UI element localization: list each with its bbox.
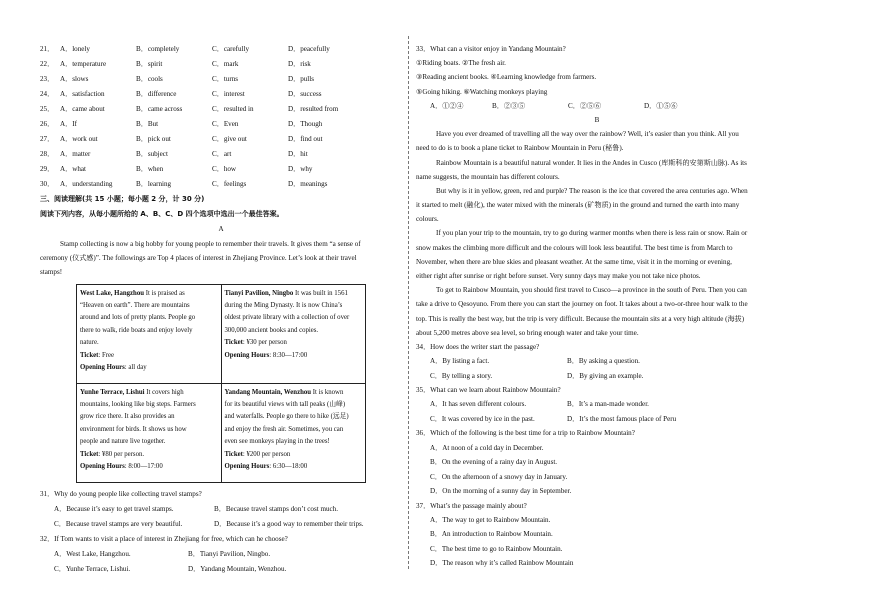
choice-option-a[interactable]: A．understanding [60,180,113,188]
choice-row [40,132,402,147]
q32-option-c[interactable]: C．Yunhe Terrace, Lishui. [54,564,131,573]
choice-option-a[interactable]: A．satisfaction [60,90,105,98]
paragraph-line: Have you ever dreamed of travelling all the way over the rainbow? Well, it’s easier than you think. All you [436,130,739,139]
ticket-value: : ¥30 per person [242,339,287,347]
q35-option-a[interactable]: A．It has seven different colours. [430,400,527,409]
place-desc: It covers high [144,388,184,396]
passage-b-body [416,127,778,340]
question-35-options-row [416,412,778,427]
passage-a-intro [40,237,402,280]
passage-paragraph [416,127,778,155]
place-cell-yandang [221,383,366,482]
choice-option-d[interactable]: D．pulls [288,75,315,83]
place-desc: around and lots of pretty plants. People go [80,314,196,322]
q34-option-b[interactable]: B．By asking a question. [567,357,640,366]
question-number: 30． [40,180,55,188]
q37-option-b[interactable]: B．An introduction to Rainbow Mountain. [430,530,553,539]
question-35-options-row [416,397,778,412]
ticket-value: : Free [98,351,115,359]
passage-paragraph [416,226,778,283]
choice-option-c[interactable]: C．carefully [212,45,250,53]
question-number: 21． [40,45,55,53]
choice-row [40,102,402,117]
place-desc: grow rice there. It also provides an [80,413,175,421]
intro-line: Stamp collecting is now a big hobby for young people to remember their travels. It gives them “a sense of [60,240,361,248]
question-34-options-row [416,354,778,369]
choice-option-c[interactable]: C．feelings [212,180,247,188]
q34-option-c[interactable]: C．By telling a story. [430,371,493,380]
hours-value: : 6:30—18:00 [269,463,308,471]
choice-option-b[interactable]: B．learning [136,180,172,188]
passage-paragraph [416,184,778,227]
choice-option-b[interactable]: B．when [136,165,164,173]
question-31-options-row [40,502,402,517]
q33-option-d[interactable]: D．①⑤⑥ [644,101,678,110]
place-name: Tianyi Pavilion, Ningbo [224,289,294,297]
q36-option-d[interactable]: D．On the morning of a sunny day in September. [430,487,572,495]
q35-option-d[interactable]: D．It’s the most famous place of Peru [567,414,677,423]
hours-value: : 8:30—17:00 [269,351,308,359]
choice-row [40,177,402,192]
choice-option-c[interactable]: C．turns [212,75,239,83]
choice-option-c[interactable]: C．give out [212,135,247,143]
paragraph-line: To get to Rainbow Mountain, you should first travel to Cusco—a province in the south of Peru. Then you can [436,286,747,295]
ticket-label: Ticket [224,450,243,458]
choice-option-a[interactable]: A．temperature [60,60,107,68]
place-desc: and waterfalls. People go there to hike (远足) [224,413,349,421]
choice-option-c[interactable]: C．mark [212,60,239,68]
place-desc: It was built in 1561 [293,289,348,297]
question-36-stem: 36．Which of the following is the best time for a trip to Rainbow Mountain? [416,429,635,438]
question-number: 27． [40,135,55,143]
question-33-stem: 33．What can a visitor enjoy in Yandang Mountain? [416,45,566,53]
q31-option-d[interactable]: D．Because it’s a good way to remember their trips. [214,519,364,528]
question-34-options-row [416,369,778,384]
question-33-items: ⑤Going hiking. ⑥Watching monkeys playing [416,87,548,96]
choice-option-a[interactable]: A．came about [60,105,105,113]
column-divider [408,36,409,569]
passage-a-label: A [218,225,224,233]
choice-option-c[interactable]: C．Even [212,120,239,128]
choice-option-b[interactable]: B．But [136,120,159,128]
choice-option-d[interactable]: D．peacefully [288,45,330,53]
ticket-label: Ticket [224,339,243,347]
q34-option-d[interactable]: D．By giving an example. [567,371,644,380]
q33-option-b[interactable]: B．②③⑤ [492,101,526,110]
choice-option-d[interactable]: D．why [288,165,313,173]
ticket-value: : ¥200 per person [242,450,291,458]
choice-option-a[interactable]: A．slows [60,75,89,83]
right-column [416,42,778,571]
q32-option-d[interactable]: D．Yandang Mountain, Wenzhou. [188,564,287,573]
question-number: 23． [40,75,55,83]
q36-option-b[interactable]: B．On the evening of a rainy day in August. [430,458,558,466]
question-33-items: ③Reading ancient books. ④Learning knowledge from farmers. [416,73,597,82]
q31-option-b[interactable]: B．Because travel stamps don’t cost much. [214,504,338,513]
paragraph-line: about 5,200 metres above sea level, so bring enough water and take your time. [416,328,639,337]
place-desc: people and nature live together. [80,438,166,446]
choice-option-b[interactable]: B．cools [136,75,163,83]
q35-option-b[interactable]: B．It’s a man-made wonder. [567,400,649,409]
q34-option-a[interactable]: A．By listing a fact. [430,357,490,366]
hours-label: Opening Hours [224,463,270,471]
question-number: 29． [40,165,55,173]
q37-option-c[interactable]: C．The best time to go to Rainbow Mountain. [430,544,563,553]
place-name: Yandang Mountain, Wenzhou [224,388,312,396]
choice-option-d[interactable]: D．hit [288,150,308,158]
question-31-stem: 31．Why do young people like collecting travel stamps? [40,489,202,498]
place-cell-west-lake [77,284,222,383]
choice-row [40,147,402,162]
hours-label: Opening Hours [80,364,125,372]
choice-option-c[interactable]: C．interest [212,90,245,98]
choice-option-a[interactable]: A．matter [60,150,91,158]
hours-label: Opening Hours [80,463,125,471]
places-table [76,284,366,483]
paragraph-line: But why is it in yellow, green, red and purple? The reason is the ice that covered the area centuries ago. When [436,186,748,195]
paragraph-line: Rainbow Mountain is a beautiful natural wonder. It lies in the Andes in Cusco (库斯科的安第斯山脉). As its [436,158,747,167]
hours-label: Opening Hours [224,351,270,359]
choice-row [40,57,402,72]
ticket-label: Ticket [80,450,99,458]
paragraph-line: snow makes the climbing more difficult and the colours will look less beautiful. The best time is from March to [416,243,733,252]
place-desc: It is praised as [144,289,185,297]
choice-row [40,117,402,132]
q33-option-a[interactable]: A．①②④ [430,101,464,110]
place-cell-yunhe [77,383,222,482]
question-32-options-row [40,562,402,577]
q36-option-c[interactable]: C．On the afternoon of a snowy day in January. [430,472,568,481]
ticket-label: Ticket [80,351,99,359]
choice-option-a[interactable]: A．lonely [60,45,90,53]
cloze-choices [40,42,402,192]
q35-option-c[interactable]: C．It was covered by ice in the past. [430,414,535,423]
question-34-stem: 34．How does the writer start the passage? [416,342,540,351]
choice-option-d[interactable]: D．success [288,90,322,98]
choice-option-a[interactable]: A．work out [60,135,98,143]
question-32-stem: 32．If Tom wants to visit a place of interest in Zhejiang for free, which can he choose? [40,534,288,543]
paragraph-line: If you plan your trip to the mountain, try to go during warmer months when there is less rain or snow. Rain or [436,229,748,238]
section-title: 三、阅读理解(共 15 小题；每小题 2 分，计 30 分) [40,195,205,203]
q31-option-a[interactable]: A．Because it’s easy to get travel stamps. [54,504,174,513]
left-column [40,42,402,577]
choice-option-c[interactable]: C．art [212,150,232,158]
q32-option-a[interactable]: A．West Lake, Hangzhou. [54,549,131,558]
section-instruction: 阅读下列内容，从每小题所给的 A、B、C、D 四个选项中选出一个最佳答案。 [40,210,284,218]
ticket-value: : ¥80 per person. [98,450,145,458]
paragraph-line: top. This is really the best way, but the trip is very difficult. Because the mountain sits at a very high altitude (海拔) [416,314,745,323]
choice-row [40,72,402,87]
question-number: 25． [40,105,55,113]
choice-option-d[interactable]: D．risk [288,60,311,68]
question-number: 24． [40,90,55,98]
choice-row [40,87,402,102]
question-37-stem: 37．What’s the passage mainly about? [416,501,527,510]
choice-option-a[interactable]: A．what [60,165,87,173]
place-desc: during the Ming Dynasty. It is now China’s [224,302,343,310]
question-number: 28． [40,150,55,158]
place-desc: even see monkeys playing in the trees! [224,438,330,446]
question-31-options-row [40,517,402,532]
choice-option-d[interactable]: D．find out [288,135,323,143]
choice-option-d[interactable]: D．Though [288,120,323,128]
place-desc: environment for birds. It shows us how [80,425,187,433]
q33-option-c[interactable]: C．②⑤⑥ [568,101,602,110]
place-desc: oldest private library with a collection of over [224,314,350,322]
question-33-options [416,99,778,113]
hours-value: : all day [124,364,147,372]
question-32-options-row [40,547,402,562]
choice-option-b[interactable]: B．completely [136,45,180,53]
choice-option-d[interactable]: D．resulted from [288,105,339,113]
choice-option-d[interactable]: D．meanings [288,180,328,188]
hours-value: : 8:00—17:00 [124,463,163,471]
place-desc: “Heaven on earth”. There are mountains [80,302,190,310]
question-33-items: ①Riding boats. ②The fresh air. [416,59,506,68]
place-desc: 300,000 ancient books and copies. [224,326,319,334]
place-desc: there to walk, ride boats and enjoy lovely [80,326,193,334]
place-desc: for its beautiful views with tall peaks (山峰) [224,401,346,409]
passage-b-label: B [594,115,600,124]
question-35-stem: 35．What can we learn about Rainbow Mountain? [416,386,561,395]
choice-option-c[interactable]: C．how [212,165,237,173]
paragraph-line: it started to melt (融化), the water mixed with the minerals (矿物质) in the ground and turned the earth into many [416,201,740,210]
choice-row [40,42,402,57]
q37-option-a[interactable]: A．The way to get to Rainbow Mountain. [430,515,551,524]
choice-option-a[interactable]: A．If [60,120,77,128]
intro-line: stamps! [40,268,63,277]
place-name: Yunhe Terrace, Lishui [80,388,145,396]
q32-option-b[interactable]: B．Tianyi Pavilion, Ningbo. [188,549,271,558]
paragraph-line: name suggests, the mountain has different colours. [416,172,560,181]
choice-option-b[interactable]: B．subject [136,150,168,158]
place-desc: nature. [80,339,99,347]
question-number: 22． [40,60,55,68]
paragraph-line: November, when there are blue skies and pleasant weather. At the same time, visit it in the morning or evening, [416,257,732,266]
choice-option-b[interactable]: B．came across [136,105,183,113]
place-desc: It is known [311,388,344,396]
paragraph-line: either right after sunrise or right before sunset. Very sunny days may make you not take nice photos. [416,272,701,280]
place-desc: and enjoy the fresh air. Sometimes, you can [224,425,344,433]
paragraph-line: colours. [416,215,439,224]
intro-line: ceremony (仪式感)”. The followings are Top 4 places of interest in Zhejiang Province. Let’s look at their travel [40,254,357,263]
choice-option-b[interactable]: B．difference [136,90,177,98]
question-number: 26． [40,120,55,128]
passage-paragraph [416,283,778,340]
q36-option-a[interactable]: A．At noon of a cold day in December. [430,443,544,452]
q37-option-d[interactable]: D．The reason why it’s called Rainbow Mountain [430,559,574,568]
place-cell-tianyi [221,284,366,383]
paragraph-line: need to do is to book a plane ticket to Rainbow Mountain in Peru (秘鲁). [416,144,624,153]
choice-option-b[interactable]: B．pick out [136,135,171,143]
choice-row [40,162,402,177]
choice-option-b[interactable]: B．spirit [136,60,163,68]
place-name: West Lake, Hangzhou [80,289,145,297]
passage-paragraph [416,156,778,184]
place-desc: mountains, looking like big steps. Farmers [80,401,196,409]
paragraph-line: take a drive to Qesoyuno. From there you can start the journey on foot. It takes about a two-or-three hour walk to the [416,300,748,309]
q31-option-c[interactable]: C．Because travel stamps are very beautiful. [54,519,183,528]
choice-option-c[interactable]: C．resulted in [212,105,254,113]
